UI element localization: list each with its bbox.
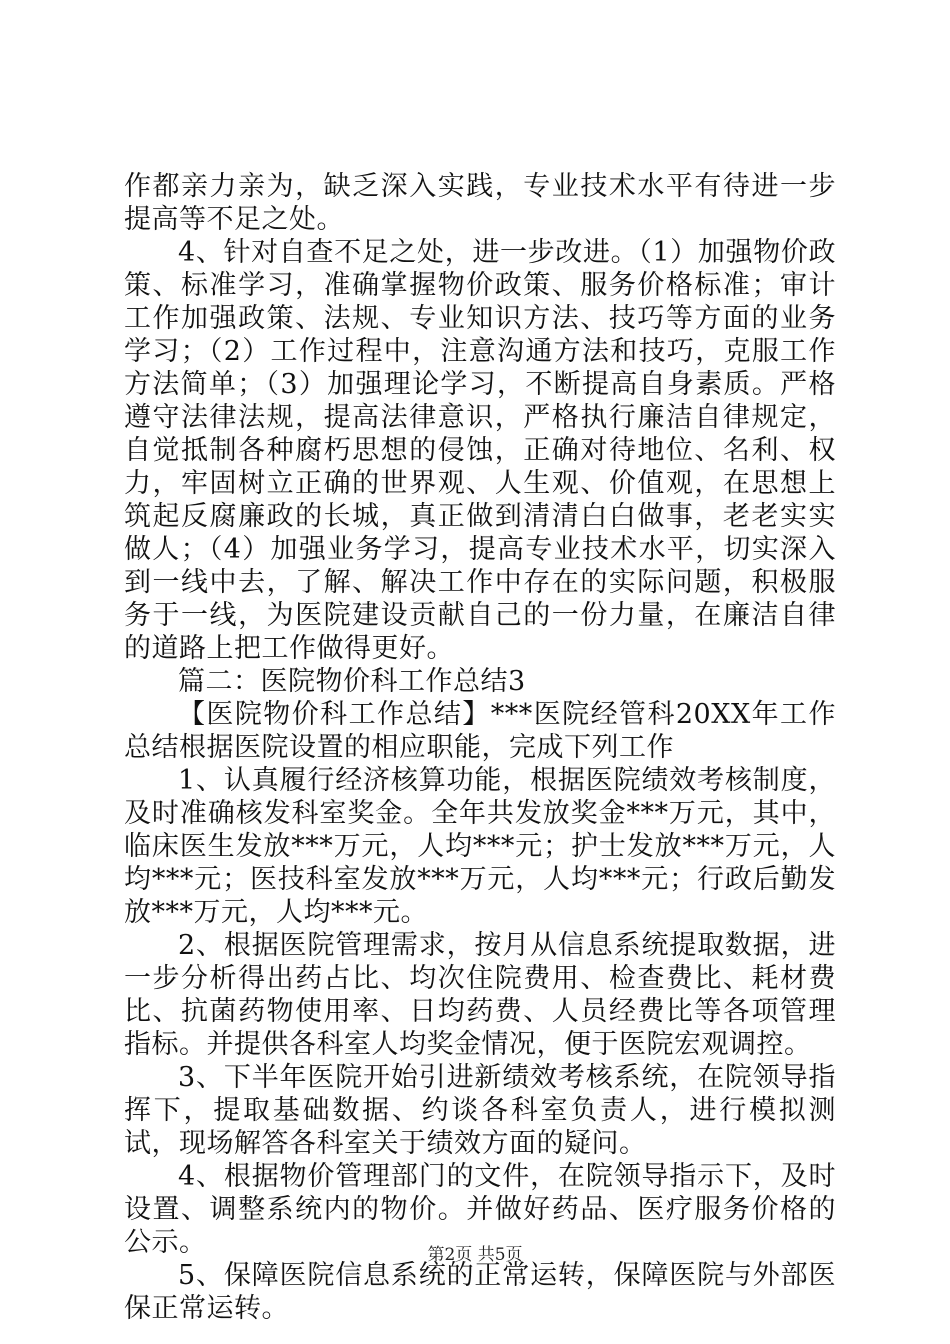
paragraph-item-4: 4、根据物价管理部门的文件，在院领导指示下，及时设置、调整系统内的物价。并做好药品、医疗服务价格的公示。 [124, 1161, 836, 1258]
paragraph-item-1: 1、认真履行经济核算功能，根据医院绩效考核制度，及时准确核发科室奖金。全年共发放奖金***万元，其中，临床医生发放***万元，人均***元；护士发放***万元，人均***元；医技科室发放***万元，人均***元；行政后勤发放***万元，人均***元。 [124, 765, 836, 928]
paragraph-item-2: 2、根据医院管理需求，按月从信息系统提取数据，进一步分析得出药占比、均次住院费用、检查费比、耗材费比、抗菌药物使用率、日均药费、人员经费比等各项管理指标。并提供各科室人均奖金情况，便于医院宏观调控。 [124, 930, 836, 1060]
document-body [124, 170, 836, 1325]
section-heading: 篇二：医院物价科工作总结3 [178, 666, 526, 697]
paragraph-item-5: 5、保障医院信息系统的正常运转，保障医院与外部医保正常运转。 [124, 1260, 836, 1324]
paragraph-summary-intro: 【医院物价科工作总结】***医院经管科20XX年工作总结根据医院设置的相应职能，完成下列工作 [124, 699, 836, 763]
paragraph-continuation: 作都亲力亲为，缺乏深入实践，专业技术水平有待进一步提高等不足之处。 [124, 171, 836, 235]
paragraph-item-3: 3、下半年医院开始引进新绩效考核系统，在院领导指挥下，提取基础数据、约谈各科室负责人，进行模拟测试，现场解答各科室关于绩效方面的疑问。 [124, 1062, 836, 1159]
page-number-footer: 第2页 共5页 [427, 1245, 523, 1265]
paragraph-item-4-improvement: 4、针对自查不足之处，进一步改进。（1）加强物价政策、标准学习，准确掌握物价政策、服务价格标准；审计工作加强政策、法规、专业知识方法、技巧等方面的业务学习；（2）工作过程中，注意沟通方法和技巧，克服工作方法简单；（3）加强理论学习，不断提高自身素质。严格遵守法律法规，提高法律意识，严格执行廉洁自律规定，自觉抵制各种腐朽思想的侵蚀，正确对待地位、名利、权力，牢固树立正确的世界观、人生观、价值观，在思想上筑起反腐廉政的长城，真正做到清清白白做事，老老实实做人；（4）加强业务学习，提高专业技术水平，切实深入到一线中去，了解、解决工作中存在的实际问题，积极服务于一线，为医院建设贡献自己的一份力量，在廉洁自律的道路上把工作做得更好。 [124, 237, 836, 664]
